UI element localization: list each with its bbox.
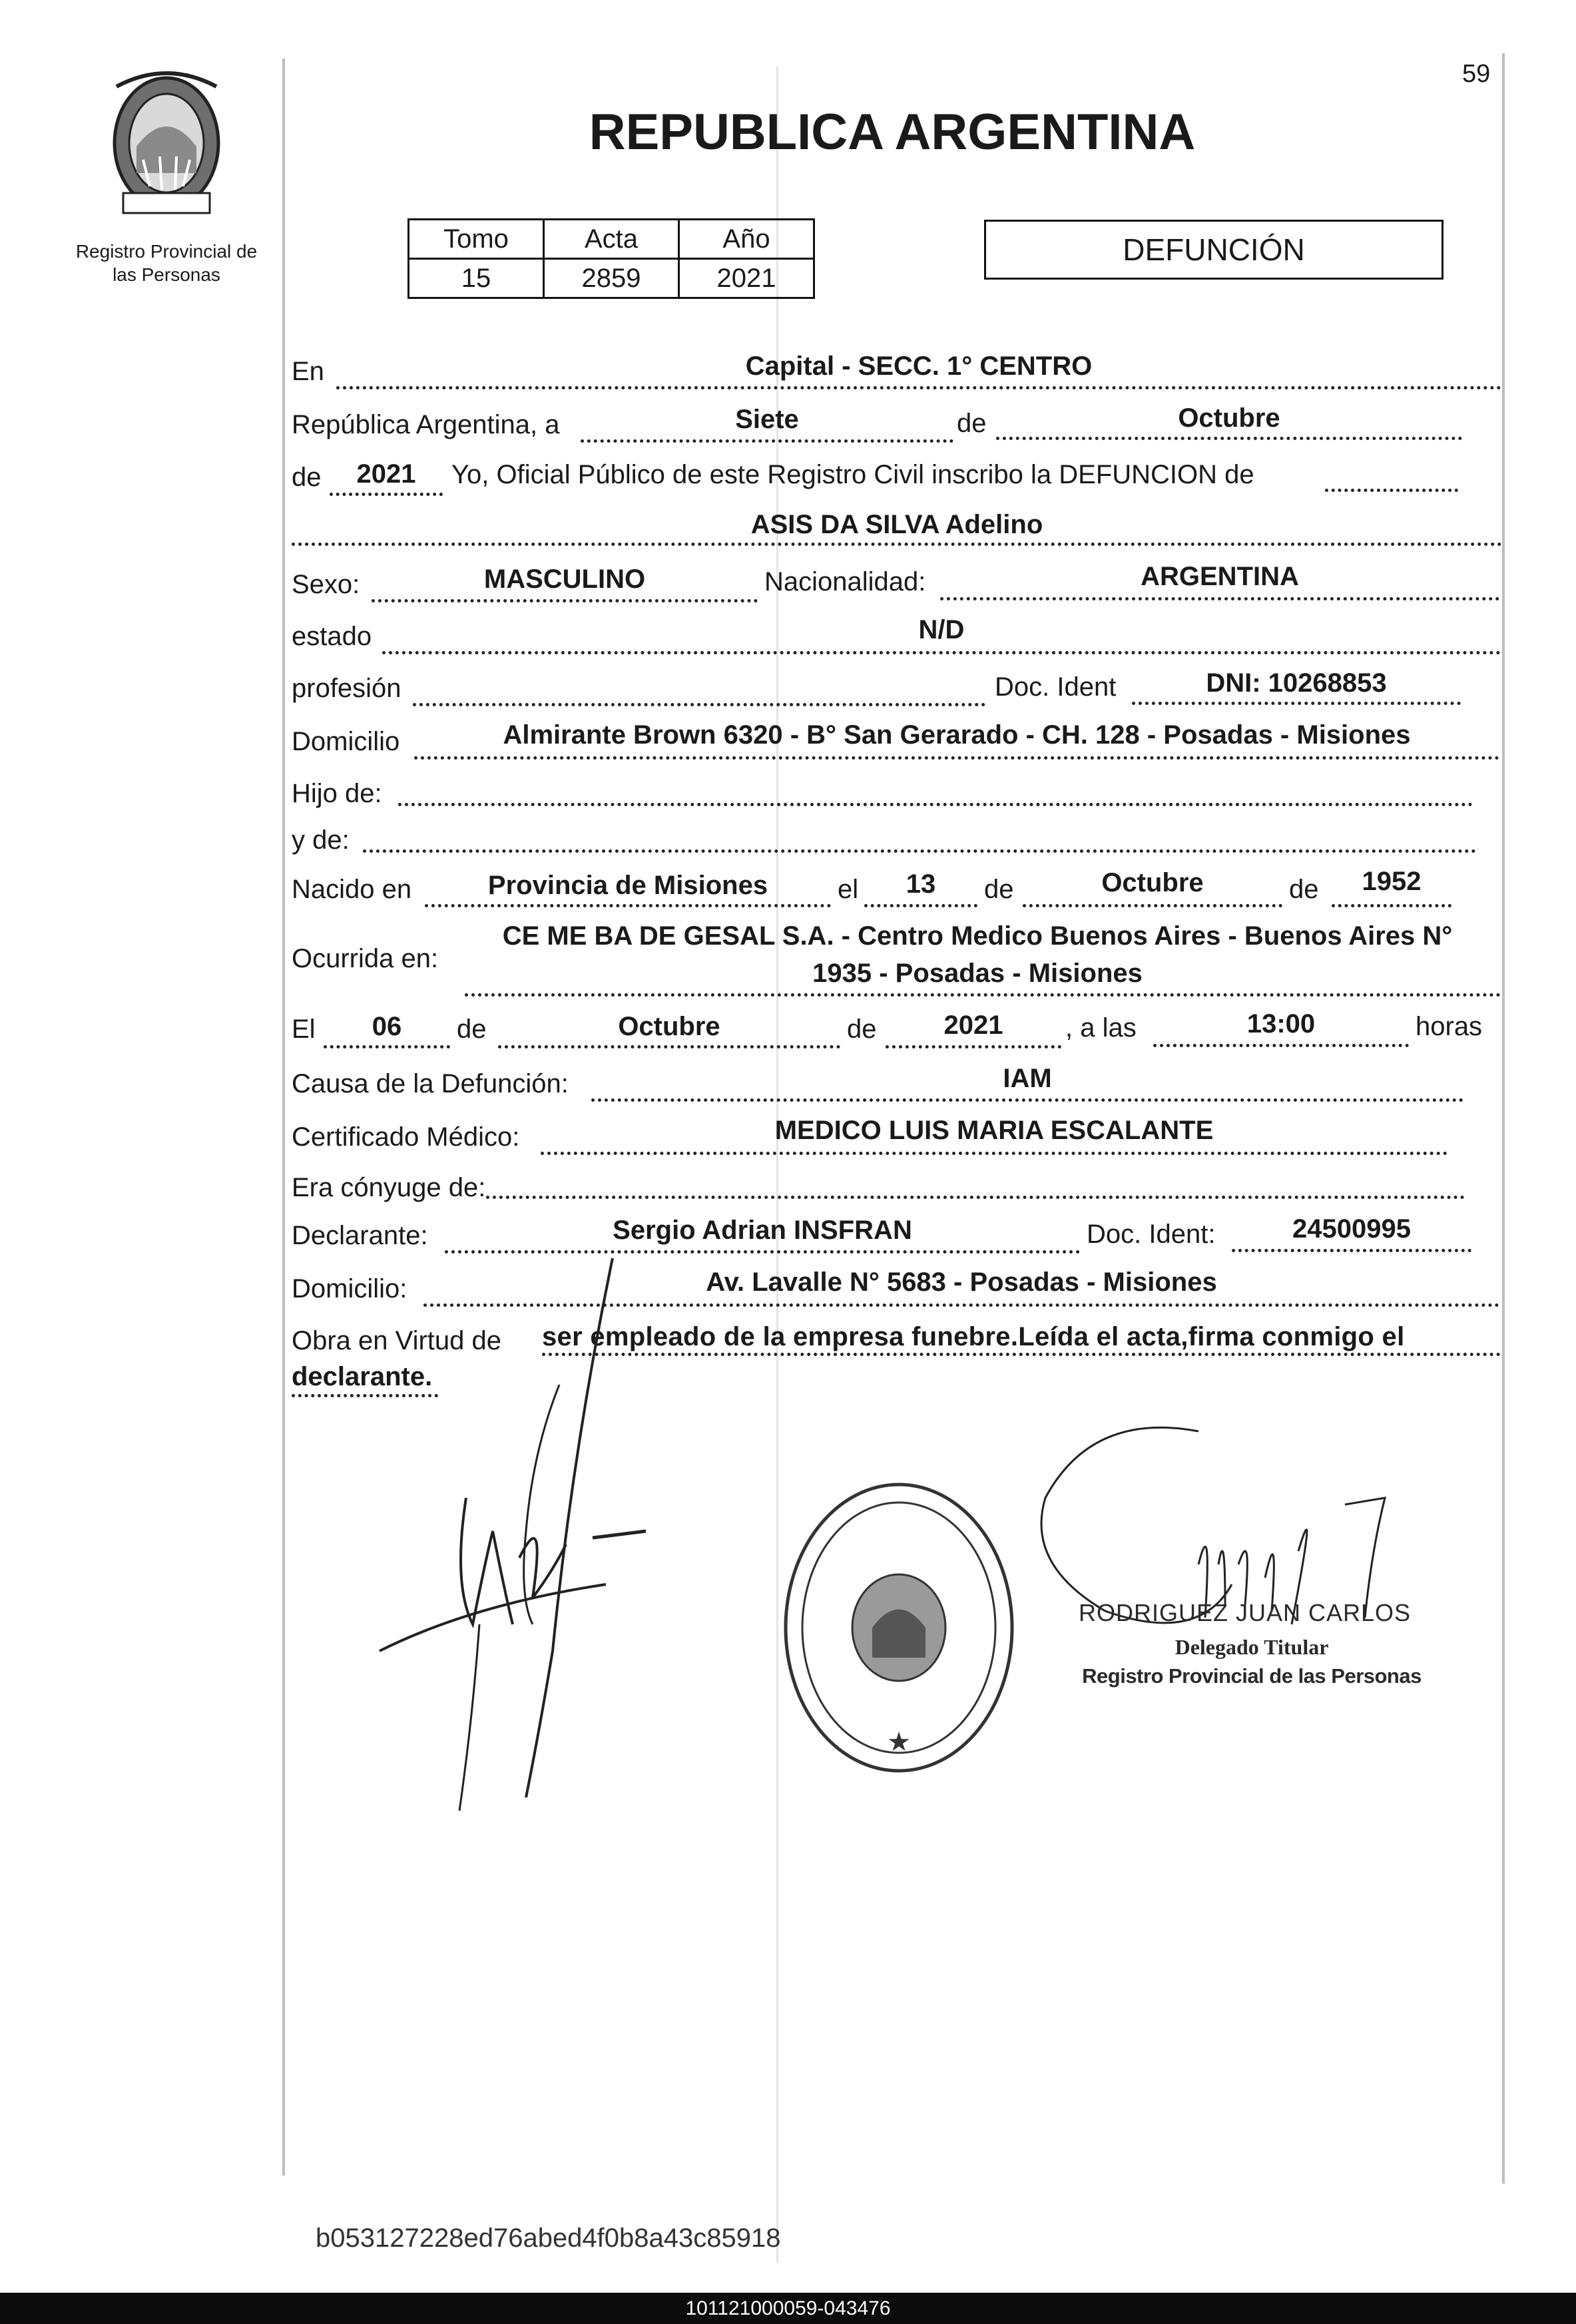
value-virtue-text2: declarante. — [292, 1362, 433, 1391]
page-title: REPUBLICA ARGENTINA — [589, 104, 1196, 160]
dots-place — [336, 386, 1501, 389]
dots-address — [414, 756, 1499, 760]
value-marital-status: N/D — [918, 615, 965, 644]
label-conyuge: Era cónyuge de: — [292, 1173, 486, 1202]
value-birth-year: 1952 — [1362, 867, 1422, 896]
left-margin-line — [282, 59, 285, 2176]
official-name: RODRIGUEZ JUAN CARLOS — [1079, 1599, 1412, 1626]
dots-cause — [591, 1098, 1463, 1102]
registration-header-row — [409, 220, 814, 259]
value-virtue-text: ser empleado de la empresa funebre.Leída el acta,firma conmigo el — [542, 1322, 1405, 1351]
registry-name-line2: las Personas — [113, 264, 220, 285]
value-declarant-doc: 24500995 — [1292, 1214, 1411, 1244]
province-logo — [97, 67, 236, 220]
label-sexo: Sexo: — [292, 570, 360, 599]
value-birth-place: Provincia de Misiones — [487, 871, 768, 900]
value-medical-certificate: MEDICO LUIS MARIA ESCALANTE — [774, 1116, 1214, 1145]
official-seal — [779, 1478, 1019, 1777]
label-en: En — [292, 357, 324, 386]
value-nationality: ARGENTINA — [1141, 562, 1299, 591]
svg-text:★: ★ — [887, 1727, 911, 1757]
value-address: Almirante Brown 6320 - B° San Gerarado - CH. 128 - Posadas - Misiones — [503, 720, 1411, 750]
anio-header: Año — [679, 220, 814, 259]
label-horas: horas — [1416, 1012, 1483, 1041]
right-margin-line — [1502, 53, 1505, 2184]
seal-stamp-icon — [779, 1478, 1019, 1777]
dots-virtue-text — [542, 1353, 1501, 1356]
barcode-number: 101121000059-043476 — [685, 2297, 891, 2319]
value-death-day: 06 — [372, 1012, 402, 1041]
dots-birth-place — [425, 904, 831, 907]
label-doc-ident-2: Doc. Ident: — [1087, 1220, 1216, 1249]
value-death-time: 13:00 — [1246, 1009, 1316, 1039]
label-de-1: de — [957, 409, 987, 438]
dots-medical-certificate — [541, 1152, 1447, 1155]
value-month: Octubre — [1178, 403, 1280, 433]
dots-mother — [363, 849, 1476, 853]
dots-declarant-doc — [1232, 1249, 1471, 1252]
official-title: Delegado Titular — [1175, 1635, 1329, 1659]
label-de-4: de — [1289, 875, 1319, 904]
value-sex: MASCULINO — [483, 565, 646, 594]
value-declarant-address: Av. Lavalle N° 5683 - Posadas - Misiones — [706, 1268, 1217, 1297]
label-estado: estado — [292, 622, 372, 651]
dots-death-month — [498, 1045, 840, 1048]
label-yo-oficial: Yo, Oficial Público de este Registro Civil inscribo la DEFUNCION de — [451, 460, 1254, 489]
tomo-value: 15 — [409, 259, 544, 298]
dots-father — [398, 803, 1473, 806]
dots-death-place — [465, 993, 1501, 997]
dots-spouse — [486, 1196, 1465, 1199]
value-death-place-line1: CE ME BA DE GESAL S.A. - Centro Medico Buenos Aires - Buenos Aires N° — [502, 921, 1453, 951]
dots-dni — [1132, 702, 1461, 705]
label-el-cap: El — [292, 1015, 316, 1044]
label-hijo-de: Hijo de: — [292, 779, 382, 808]
label-de-3: de — [984, 875, 1014, 904]
label-profesion: profesión — [292, 674, 401, 703]
label-doc-ident: Doc. Ident — [995, 672, 1117, 702]
document-type: DEFUNCIÓN — [1123, 232, 1305, 267]
official-org: Registro Provincial de las Personas — [1082, 1664, 1422, 1688]
acta-value: 2859 — [544, 259, 679, 298]
document-hash: b053127228ed76abed4f0b8a43c85918 — [316, 2223, 781, 2253]
dots-death-day — [324, 1045, 450, 1048]
dots-birth-month — [1023, 904, 1282, 907]
label-causa: Causa de la Defunción: — [292, 1069, 569, 1098]
label-a-las: , a las — [1065, 1013, 1137, 1043]
label-obra: Obra en Virtud de — [292, 1326, 502, 1355]
province-emblem-icon — [97, 67, 236, 220]
dots-death-time — [1153, 1044, 1409, 1047]
dots-deceased-name — [292, 543, 1502, 546]
document-type-box — [984, 220, 1444, 280]
label-nacionalidad: Nacionalidad: — [764, 567, 926, 596]
dots-birth-day — [864, 904, 977, 907]
label-nacido-en: Nacido en — [292, 875, 412, 904]
acta-header: Acta — [544, 220, 679, 259]
value-day-word: Siete — [735, 405, 799, 434]
declarant-signature — [373, 1252, 653, 1831]
value-place: Capital - SECC. 1° CENTRO — [745, 351, 1093, 381]
label-el: el — [838, 875, 859, 904]
barcode-strip — [0, 2293, 1576, 2324]
value-cause: IAM — [1003, 1064, 1052, 1093]
label-domicilio-2: Domicilio: — [292, 1274, 407, 1303]
anio-value: 2021 — [679, 259, 814, 298]
label-de-6: de — [847, 1015, 877, 1044]
label-declarante: Declarante: — [292, 1221, 428, 1250]
dots-yo-tail — [1325, 489, 1458, 492]
value-declarant: Sergio Adrian INSFRAN — [613, 1216, 912, 1245]
dots-nationality — [940, 597, 1499, 600]
label-certificado: Certificado Médico: — [292, 1122, 520, 1152]
label-republica: República Argentina, a — [292, 410, 560, 439]
label-domicilio: Domicilio — [292, 727, 400, 756]
dots-birth-year — [1332, 904, 1451, 907]
value-death-year: 2021 — [943, 1011, 1003, 1040]
dots-profession — [413, 703, 985, 706]
value-birth-day: 13 — [906, 869, 936, 899]
dots-marital-status — [382, 651, 1501, 654]
fold-line — [776, 67, 778, 2263]
dots-day-word — [581, 439, 953, 443]
dots-year — [330, 493, 443, 496]
page-number: 59 — [1462, 60, 1491, 88]
dots-month — [996, 437, 1462, 440]
registration-value-row — [409, 259, 814, 298]
label-y-de: y de: — [292, 825, 350, 855]
label-de-2: de — [292, 463, 322, 492]
value-dni: DNI: 10268853 — [1206, 668, 1387, 698]
label-ocurrida-en: Ocurrida en: — [292, 944, 439, 973]
dots-sex — [372, 599, 758, 602]
label-de-5: de — [457, 1015, 487, 1044]
value-deceased-name: ASIS DA SILVA Adelino — [750, 510, 1043, 539]
value-death-place-line2: 1935 - Posadas - Misiones — [812, 959, 1143, 988]
dots-death-year — [886, 1045, 1061, 1048]
value-year: 2021 — [356, 459, 416, 489]
value-birth-month: Octubre — [1101, 868, 1204, 897]
registration-table — [407, 218, 815, 299]
registry-name-line1: Registro Provincial de — [75, 241, 258, 262]
value-death-month: Octubre — [618, 1012, 720, 1041]
tomo-header: Tomo — [409, 220, 544, 259]
